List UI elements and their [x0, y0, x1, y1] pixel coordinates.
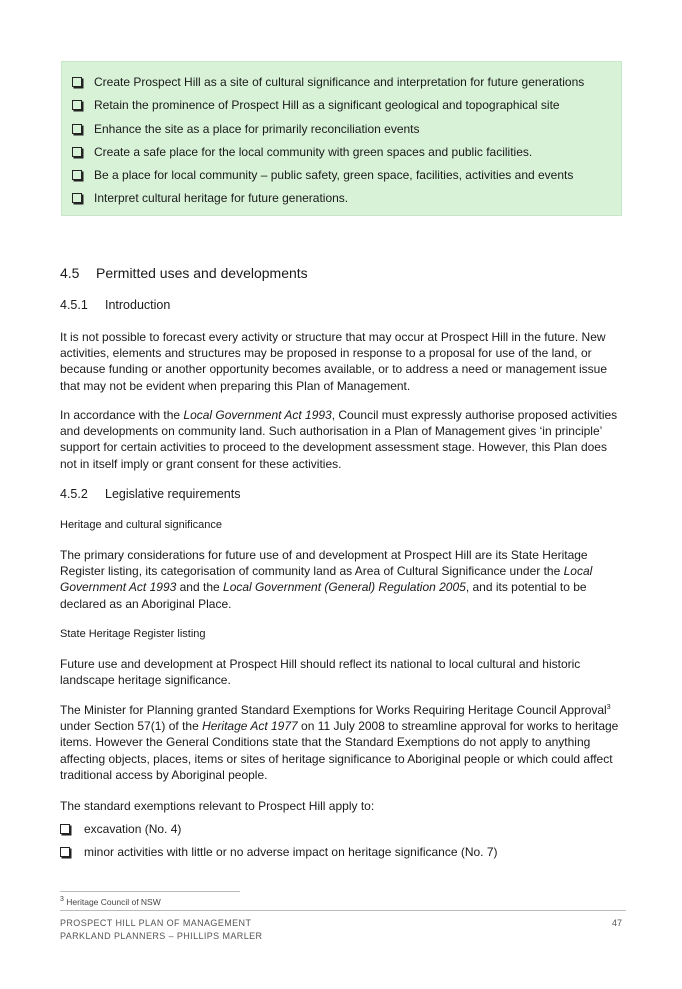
objective-text: Interpret cultural heritage for future generations.: [94, 191, 349, 205]
text-run: The Minister for Planning granted Standard Exemptions for Works Requiring Heritage Council Approval: [60, 703, 607, 717]
subsection-title: Legislative requirements: [105, 487, 241, 501]
section-heading: [60, 264, 308, 282]
minor-heading-heritage: Heritage and cultural significance: [60, 519, 223, 531]
subsection-heading-legislative: [60, 486, 241, 502]
checkbox-bullet-icon: [72, 170, 82, 180]
objective-item: [72, 167, 573, 183]
objective-text: Enhance the site as a place for primarily reconciliation events: [94, 122, 420, 136]
footnote-divider: [60, 891, 240, 892]
text-run: , Council must expressly authorise proposed activities and developments on community land. Such authorisation in a Plan of Management gives ‘in principle’ support for certain activities to proceed to the development assessment stage. However, this Plan does not in itself imply or grant consent for these activities.: [60, 408, 618, 471]
act-title-italic: Local Government Act 1993: [183, 408, 332, 422]
text-run: , and its potential to be declared as an Aboriginal Place.: [60, 580, 587, 611]
subsection-heading-introduction: [60, 297, 170, 313]
objective-item: [72, 190, 348, 206]
exemption-text: minor activities with little or no adverse impact on heritage significance (No. 7): [84, 845, 498, 859]
footer-document-title: PROSPECT HILL PLAN OF MANAGEMENT: [60, 918, 252, 928]
objectives-box: [61, 61, 622, 216]
footnote-reference: 3: [606, 704, 611, 711]
objective-item: [72, 144, 532, 160]
text-run: In accordance with the: [60, 408, 184, 422]
regulation-title-italic: Local Government (General) Regulation 2005: [223, 580, 466, 595]
objective-text: Create Prospect Hill as a site of cultural significance and interpretation for future generations: [94, 75, 585, 89]
legislative-paragraph-1: [60, 547, 626, 612]
act-title-italic: Local Government Act 1993: [60, 564, 593, 595]
subsection-title: Introduction: [105, 298, 171, 312]
footnote: [60, 897, 161, 907]
footer-divider: [60, 910, 626, 911]
intro-paragraph-1: It is not possible to forecast every activity or structure that may occur at Prospect Hill in the future. New activities, elements and structures may be proposed in response to a proposal for use of the land, or because funding or another opportunity becomes available, or to address a need or management issue that may not be evident when preparing this Plan of Management.: [60, 330, 608, 393]
section-number: 4.5: [60, 265, 80, 281]
checkbox-bullet-icon: [60, 847, 70, 857]
footer-authors: PARKLAND PLANNERS – PHILLIPS MARLER: [60, 931, 263, 941]
subsection-number: 4.5.1: [60, 298, 88, 312]
checkbox-bullet-icon: [72, 124, 82, 134]
legislative-paragraph-2: Future use and development at Prospect Hill should reflect its national to local cultural and historic landscape heritage significance.: [60, 657, 581, 688]
checkbox-bullet-icon: [72, 193, 82, 203]
text-run: The primary considerations for future use of and development at Prospect Hill are its State Heritage Register listing, its categorisation of community land as Area of Cultural Significance under the: [60, 548, 588, 579]
checkbox-bullet-icon: [72, 147, 82, 157]
checkbox-bullet-icon: [72, 100, 82, 110]
legislative-paragraph-3: [60, 702, 626, 783]
section-title: Permitted uses and developments: [96, 265, 308, 281]
footnote-text: Heritage Council of NSW: [63, 897, 161, 907]
exemption-text: excavation (No. 4): [84, 822, 182, 836]
objective-item: [72, 97, 560, 113]
exemption-item: [60, 844, 498, 860]
page-number: 47: [611, 918, 622, 928]
objective-item: [72, 74, 584, 90]
legislative-paragraph-4: The standard exemptions relevant to Prospect Hill apply to:: [60, 799, 375, 813]
text-run: and the: [176, 580, 224, 595]
footnote-marker: 3: [60, 896, 64, 904]
act-title-italic: Heritage Act 1977: [202, 719, 298, 734]
objective-text: Be a place for local community – public safety, green space, facilities, activities and events: [94, 168, 574, 182]
text-run: under Section 57(1) of the: [60, 719, 203, 734]
subsection-number: 4.5.2: [60, 487, 88, 501]
intro-paragraph-2: [60, 407, 626, 472]
minor-heading-state-register: State Heritage Register listing: [60, 628, 206, 640]
objective-text: Retain the prominence of Prospect Hill as a significant geological and topographical site: [94, 98, 560, 112]
objective-text: Create a safe place for the local community with green spaces and public facilities.: [94, 145, 533, 159]
objective-item: [72, 121, 420, 137]
text-run: on 11 July 2008 to streamline approval for works to heritage items. However the General Conditions state that the Standard Exemptions do not apply to anything affecting objects, places, items or sites of heritage significance to Aboriginal people or which could affect traditional access by Aboriginal people.: [60, 719, 619, 782]
checkbox-bullet-icon: [60, 824, 70, 834]
exemption-item: [60, 821, 181, 837]
checkbox-bullet-icon: [72, 77, 82, 87]
